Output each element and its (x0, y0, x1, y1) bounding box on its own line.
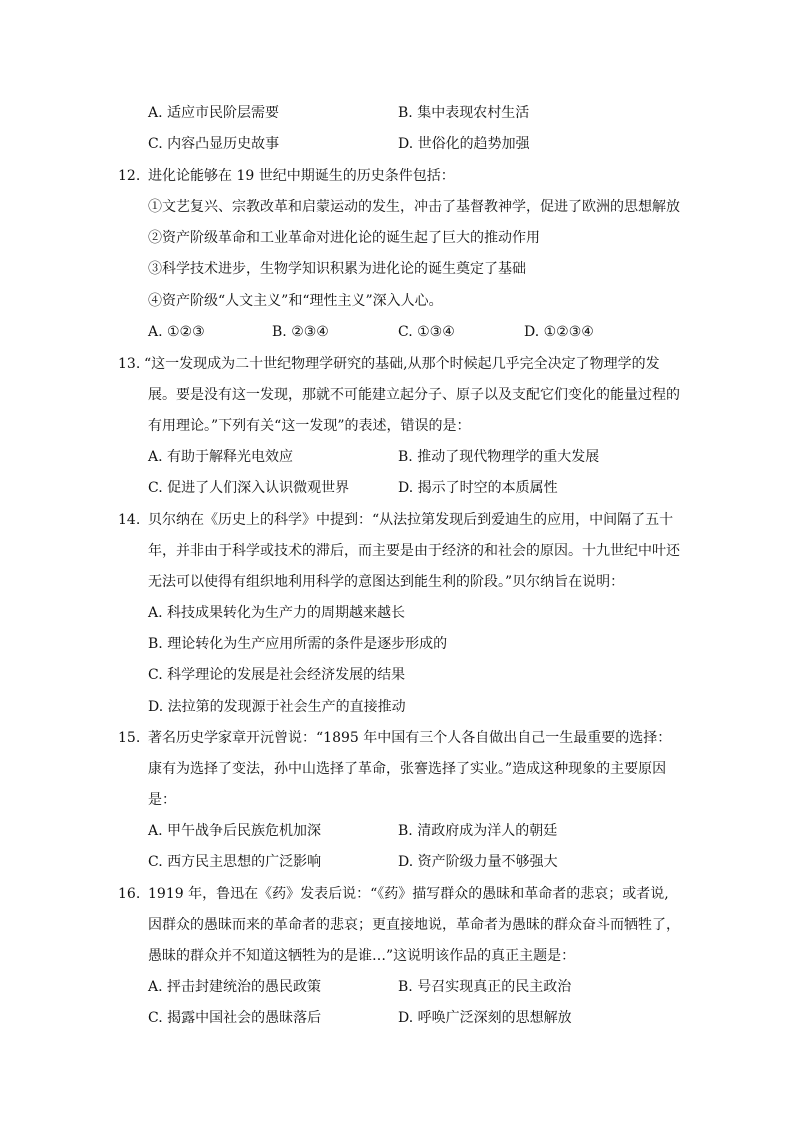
q12-option-b: B. ②③④ (272, 324, 329, 340)
q12-stem: 进化论能够在 19 世纪中期诞生的历史条件包括： (148, 168, 455, 184)
q15-number: 15. (118, 730, 141, 746)
q12-option-d: D. ①②③④ (524, 324, 594, 340)
q13-option-b: B. 推动了现代物理学的重大发展 (398, 449, 600, 465)
q15-option-b: B. 清政府成为洋人的朝廷 (398, 823, 558, 839)
q11-option-a: A. 适应市民阶层需要 (148, 105, 280, 121)
q14-option-a: A. 科技成果转化为生产力的周期越来越长 (148, 605, 406, 621)
q13-option-d: D. 揭示了时空的本质属性 (398, 480, 558, 496)
q15-option-a: A. 甲午战争后民族危机加深 (148, 823, 322, 839)
q12-item-2: ②资产阶级革命和工业革命对进化论的诞生起了巨大的推动作用 (148, 230, 540, 246)
q16-stem-line-1: 1919 年，鲁迅在《药》发表后说：“《药》描写群众的愚昧和革命者的悲哀；或者说, (148, 886, 669, 902)
q13-number: 13. (118, 356, 141, 372)
q12-option-c: C. ①③④ (398, 324, 455, 340)
q15-option-c: C. 西方民主思想的广泛影响 (148, 854, 322, 870)
q16-option-b: B. 号召实现真正的民主政治 (398, 979, 572, 995)
q16-option-a: A. 抨击封建统治的愚民政策 (148, 979, 322, 995)
q13-stem-line-1: “这一发现成为二十世纪物理学研究的基础,从那个时候起几乎完全决定了物理学的发 (144, 356, 660, 372)
q16-stem-line-3: 愚昧的群众并不知道这牺牲为的是谁…”这说明该作品的真正主题是： (148, 948, 576, 964)
q16-option-c: C. 揭露中国社会的愚昧落后 (148, 1010, 322, 1026)
q14-option-c: C. 科学理论的发展是社会经济发展的结果 (148, 667, 406, 683)
q13-option-c: C. 促进了人们深入认识微观世界 (148, 480, 350, 496)
q12-option-a: A. ①②③ (148, 324, 205, 340)
q15-stem-line-3: 是： (148, 792, 176, 808)
q13-stem-line-3: 有用理论。”下列有关“这一发现”的表述，错误的是： (148, 418, 471, 434)
q15-stem-line-1: 著名历史学家章开沅曾说：“1895 年中国有三个人各自做出自己一生最重要的选择： (148, 730, 672, 746)
q14-number: 14. (118, 512, 141, 528)
q15-option-d: D. 资产阶级力量不够强大 (398, 854, 558, 870)
q16-option-d: D. 呼唤广泛深刻的思想解放 (398, 1010, 572, 1026)
q14-option-b: B. 理论转化为生产应用所需的条件是逐步形成的 (148, 636, 448, 652)
q12-item-3: ③科学技术进步，生物学知识积累为进化论的诞生奠定了基础 (148, 261, 526, 277)
q14-stem-line-3: 无法可以使得有组织地利用科学的意图达到能生利的阶段。”贝尔纳旨在说明： (148, 574, 625, 590)
q12-item-1: ①文艺复兴、宗教改革和启蒙运动的发生，冲击了基督教神学，促进了欧洲的思想解放 (148, 199, 680, 215)
q13-option-a: A. 有助于解释光电效应 (148, 449, 294, 465)
q11-option-c: C. 内容凸显历史故事 (148, 136, 280, 152)
q14-option-d: D. 法拉第的发现源于社会生产的直接推动 (148, 699, 406, 715)
q14-stem-line-1: 贝尔纳在《历史上的科学》中提到：“从法拉第发现后到爱迪生的应用，中间隔了五十 (148, 512, 674, 528)
q15-stem-line-2: 康有为选择了变法，孙中山选择了革命，张謇选择了实业。”造成这种现象的主要原因 (148, 761, 667, 777)
q16-number: 16. (118, 886, 141, 902)
q16-stem-line-2: 因群众的愚昧而来的革命者的悲哀；更直接地说，革命者为愚昧的群众奋斗而牺牲了， (148, 917, 680, 933)
q11-option-b: B. 集中表现农村生活 (398, 105, 530, 121)
q13-stem-line-2: 展。要是没有这一发现，那就不可能建立起分子、原子以及支配它们变化的能量过程的 (148, 387, 680, 403)
q12-number: 12. (118, 168, 141, 184)
q11-option-d: D. 世俗化的趋势加强 (398, 136, 530, 152)
q14-stem-line-2: 年，并非由于科学或技术的滞后，而主要是由于经济的和社会的原因。十九世纪中叶还 (148, 543, 680, 559)
q12-item-4: ④资产阶级“人文主义”和“理性主义”深入人心。 (148, 293, 443, 309)
